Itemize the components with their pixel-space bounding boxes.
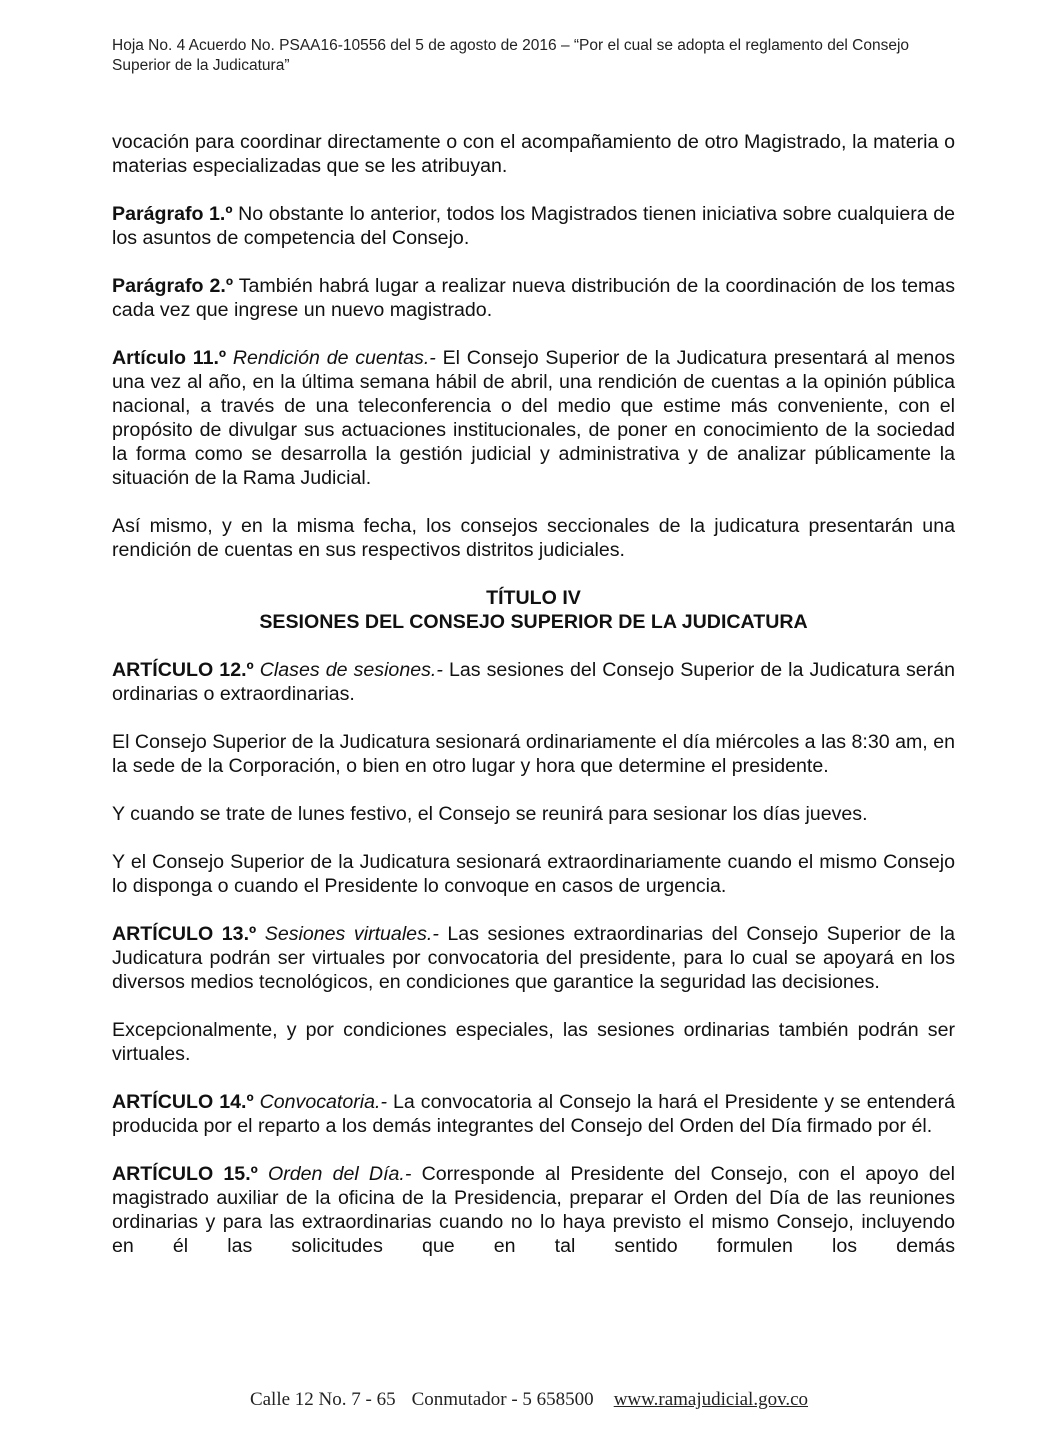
articulo-11-text: El Consejo Superior de la Judicatura presentará al menos una vez al año, en la última semana hábil de abril, una rendición de cuentas a la opinión pública nacional, a través de una teleconferencia o del medio que estime más conveniente, con el propósito de divulgar sus actuaciones institucionales, de poner en conocimiento de la sociedad la forma como se desarrolla la gestión judicial y administrativa y de analizar públicamente la situación de la Rama Judicial. [112, 347, 956, 489]
articulo-12-text: Las sesiones del Consejo Superior de la Judicatura serán ordinarias o extraordinarias. [112, 659, 955, 705]
page-footer [0, 1388, 1058, 1412]
paragrafo-2 [112, 274, 955, 322]
articulo-15 [112, 1162, 955, 1258]
articulo-13-label: ARTÍCULO 13.º [112, 923, 257, 945]
articulo-13 [112, 922, 955, 994]
articulo-15-text: Corresponde al Presidente del Consejo, con el apoyo del magistrado auxiliar de la oficina de la Presidencia, preparar el Orden del Día de las reuniones ordinarias y para las extraordinarias cuando no lo haya previsto el mismo Consejo, incluyendo en él las solicitudes que en tal sentido formulen los demás [112, 1163, 955, 1257]
articulo-15-heading: Orden del Día.- [257, 1163, 412, 1185]
page-header: Hoja No. 4 Acuerdo No. PSAA16-10556 del 5 de agosto de 2016 – “Por el cual se adopta el reglamento del Consejo Superior de la Judicatura” [112, 37, 910, 74]
title-heading: SESIONES DEL CONSEJO SUPERIOR DE LA JUDICATURA [259, 611, 808, 633]
articulo-12-label: ARTÍCULO 12.º [112, 659, 254, 681]
articulo-11-label: Artículo 11.º [112, 347, 227, 369]
footer-phone: Conmutador - 5 658500 [411, 1389, 594, 1410]
paragrafo-2-label: Parágrafo 2.º [112, 275, 234, 297]
articulo-13-text: Las sesiones extraordinarias del Consejo Superior de la Judicatura podrán ser virtuales por convocatoria del presidente, para lo cual se apoyará en los diversos medios tecnológicos, en condiciones que garantice la seguridad las decisiones. [112, 923, 955, 993]
paragraph-excepcionalmente: Excepcionalmente, y por condiciones especiales, las sesiones ordinarias también podrán ser virtuales. [112, 1019, 955, 1065]
articulo-12 [112, 658, 955, 706]
paragraph-continuation: vocación para coordinar directamente o con el acompañamiento de otro Magistrado, la materia o materias especializadas que se les atribuyan. [112, 131, 955, 177]
articulo-14-label: ARTÍCULO 14.º [112, 1091, 254, 1113]
articulo-14-text: La convocatoria al Consejo la hará el Presidente y se entenderá producida por el reparto a los demás integrantes del Consejo del Orden del Día firmado por él. [112, 1091, 955, 1137]
articulo-11-heading: Rendición de cuentas.- [226, 347, 436, 369]
paragrafo-1 [112, 202, 955, 250]
title-block [112, 586, 955, 634]
paragrafo-1-label: Parágrafo 1.º [112, 203, 233, 225]
paragrafo-1-text: No obstante lo anterior, todos los Magistrados tienen iniciativa sobre cualquiera de los asuntos de competencia del Consejo. [112, 203, 955, 249]
articulo-14-heading: Convocatoria.- [253, 1091, 388, 1113]
articulo-12-heading: Clases de sesiones.- [253, 659, 443, 681]
articulo-13-heading: Sesiones virtuales.- [256, 923, 439, 945]
articulo-14 [112, 1090, 955, 1138]
articulo-15-label: ARTÍCULO 15.º [112, 1163, 258, 1185]
paragraph-sesion-extraordinaria: Y el Consejo Superior de la Judicatura sesionará extraordinariamente cuando el mismo Consejo lo disponga o cuando el Presidente lo convoque en casos de urgencia. [112, 851, 955, 897]
paragraph-consejos-seccionales: Así mismo, y en la misma fecha, los consejos seccionales de la judicatura presentarán una rendición de cuentas en sus respectivos distritos judiciales. [112, 515, 955, 561]
footer-address: Calle 12 No. 7 - 65 [249, 1389, 396, 1410]
paragraph-sesion-ordinaria: El Consejo Superior de la Judicatura sesionará ordinariamente el día miércoles a las 8:30 am, en la sede de la Corporación, o bien en otro lugar y hora que determine el presidente. [112, 731, 955, 777]
articulo-11 [112, 346, 955, 490]
title-number: TÍTULO IV [486, 587, 581, 609]
paragrafo-2-text: También habrá lugar a realizar nueva distribución de la coordinación de los temas cada vez que ingrese un nuevo magistrado. [112, 275, 956, 321]
footer-website-link[interactable]: www.ramajudicial.gov.co [613, 1389, 809, 1410]
document-body [112, 130, 955, 1258]
paragraph-lunes-festivo: Y cuando se trate de lunes festivo, el Consejo se reunirá para sesionar los días jueves. [112, 803, 868, 825]
